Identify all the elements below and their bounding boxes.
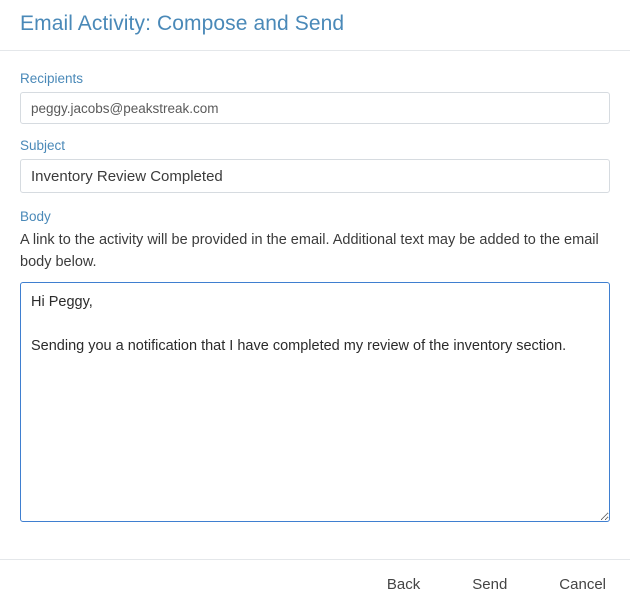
recipients-field-group	[20, 71, 610, 124]
body-textarea[interactable]	[20, 282, 610, 522]
recipients-input[interactable]	[20, 92, 610, 124]
dialog-footer	[0, 559, 630, 613]
dialog-body	[0, 51, 630, 559]
page-title: Email Activity: Compose and Send	[20, 12, 345, 35]
recipients-label: Recipients	[20, 71, 84, 86]
body-help-text: A link to the activity will be provided in the email. Additional text may be added to the email body below.	[20, 232, 599, 270]
dialog-header	[0, 0, 630, 51]
back-button[interactable]: Back	[383, 574, 424, 595]
subject-field-group	[20, 138, 610, 193]
subject-label: Subject	[20, 138, 66, 153]
cancel-button[interactable]: Cancel	[555, 574, 610, 595]
body-field-group	[20, 209, 610, 527]
subject-input[interactable]	[20, 159, 610, 193]
body-label: Body	[20, 209, 51, 224]
send-button[interactable]: Send	[468, 574, 511, 595]
